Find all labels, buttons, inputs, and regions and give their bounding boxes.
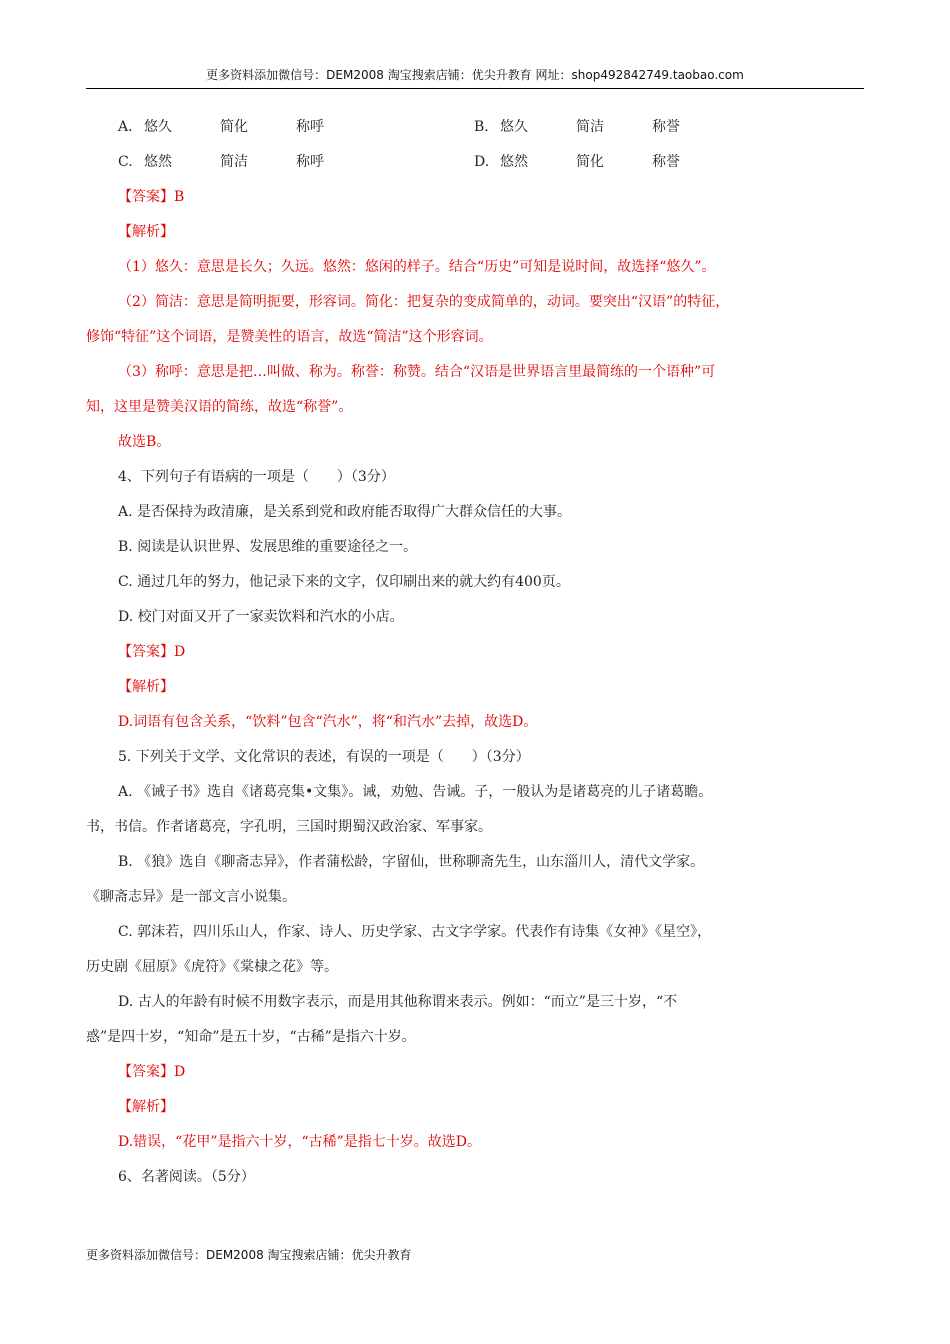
document-body (86, 110, 864, 1195)
q3-option-d-word-1: 悠然 (500, 154, 528, 170)
q3-option-b-letter: B. (474, 119, 489, 135)
q4-option-a: A. 是否保持为政清廉，是关系到党和政府能否取得广大群众信任的大事。 (118, 504, 572, 520)
q4-analysis-label: 【解析】 (118, 679, 174, 695)
q4-option-b: B. 阅读是认识世界、发展思维的重要途径之一。 (118, 539, 418, 555)
q5-option-c: C. 郭沫若，四川乐山人，作家、诗人、历史学家、古文字学家。代表作有诗集《女神》《星空》， (118, 924, 712, 940)
q4-stem: 4、下列句子有语病的一项是（ ）（3分） (118, 469, 395, 485)
q3-option-row-2 (86, 145, 864, 180)
q5-stem: 5. 下列关于文学、文化常识的表述，有误的一项是（ ）（3分） (118, 749, 530, 765)
q3-analysis-line-4: （3）称呼：意思是把…叫做、称为。称誉：称赞。结合“汉语是世界语言里最简练的一个语种”可 (118, 364, 716, 380)
q3-option-b-word-1: 悠久 (500, 119, 528, 135)
q3-option-d-word-3: 称誉 (652, 154, 680, 170)
q5-option-c-continued: 历史剧《屈原》《虎符》《棠棣之花》等。 (86, 959, 338, 975)
q3-option-row-1 (86, 110, 864, 145)
q5-option-a: A. 《诫子书》选自《诸葛亮集•文集》。诫，劝勉、告诫。子，一般认为是诸葛亮的儿子诸葛瞻。 (118, 784, 713, 800)
page-header: 更多资料添加微信号：DEM2008 淘宝搜索店铺：优尖升教育 网址：shop492842749.taobao.com (86, 66, 864, 89)
q5-option-d: D. 古人的年龄有时候不用数字表示，而是用其他称谓来表示。例如：“而立”是三十岁，“不 (118, 994, 678, 1010)
q3-option-a-word-3: 称呼 (296, 119, 324, 135)
q5-answer: 【答案】D (118, 1064, 186, 1080)
q3-option-c-word-1: 悠然 (144, 154, 172, 170)
q3-option-b-word-2: 简洁 (576, 119, 604, 135)
q5-analysis-label: 【解析】 (118, 1099, 174, 1115)
q3-option-a-letter: A. (118, 119, 133, 135)
q3-analysis-line-3: 修饰“特征”这个词语，是赞美性的语言，故选“简洁”这个形容词。 (86, 329, 493, 345)
q3-option-a-word-1: 悠久 (144, 119, 172, 135)
q5-analysis: D.错误，“花甲”是指六十岁，“古稀”是指七十岁。故选D。 (118, 1134, 482, 1150)
q3-option-c-word-2: 简洁 (220, 154, 248, 170)
q3-option-a-word-2: 简化 (220, 119, 248, 135)
q5-option-a-continued: 书，书信。作者诸葛亮，字孔明，三国时期蜀汉政治家、军事家。 (86, 819, 492, 835)
q3-analysis-label: 【解析】 (118, 224, 174, 240)
q5-option-b: B. 《狼》选自《聊斋志异》，作者蒲松龄，字留仙，世称聊斋先生，山东淄川人，清代文学家。 (118, 854, 705, 870)
q5-option-d-continued: 惑”是四十岁，“知命”是五十岁，“古稀”是指六十岁。 (86, 1029, 416, 1045)
q5-option-b-continued: 《聊斋志异》是一部文言小说集。 (86, 889, 296, 905)
q4-analysis: D.词语有包含关系，“饮料”包含“汽水”，将“和汽水”去掉，故选D。 (118, 714, 538, 730)
q3-option-c-letter: C. (118, 154, 133, 170)
q4-option-c: C. 通过几年的努力，他记录下来的文字，仅印刷出来的就大约有400页。 (118, 574, 570, 590)
q3-option-d-word-2: 简化 (576, 154, 604, 170)
q6-stem: 6、名著阅读。（5分） (118, 1169, 255, 1185)
q3-conclusion: 故选B。 (118, 434, 171, 450)
q3-analysis-line-1: （1）悠久：意思是长久；久远。悠然：悠闲的样子。结合“历史”可知是说时间，故选择“悠久”。 (118, 259, 716, 275)
q4-answer: 【答案】D (118, 644, 186, 660)
q3-option-d-letter: D. (474, 154, 490, 170)
q4-option-d: D. 校门对面又开了一家卖饮料和汽水的小店。 (118, 609, 404, 625)
q3-answer: 【答案】B (118, 189, 185, 205)
q3-option-b-word-3: 称誉 (652, 119, 680, 135)
q3-option-c-word-3: 称呼 (296, 154, 324, 170)
q3-analysis-line-5: 知，这里是赞美汉语的简练，故选“称誉”。 (86, 399, 353, 415)
q3-analysis-line-2: （2）简洁：意思是简明扼要，形容词。简化：把复杂的变成简单的，动词。要突出“汉语”的特征， (118, 294, 730, 310)
page-footer: 更多资料添加微信号：DEM2008 淘宝搜索店铺：优尖升教育 (86, 1248, 412, 1262)
